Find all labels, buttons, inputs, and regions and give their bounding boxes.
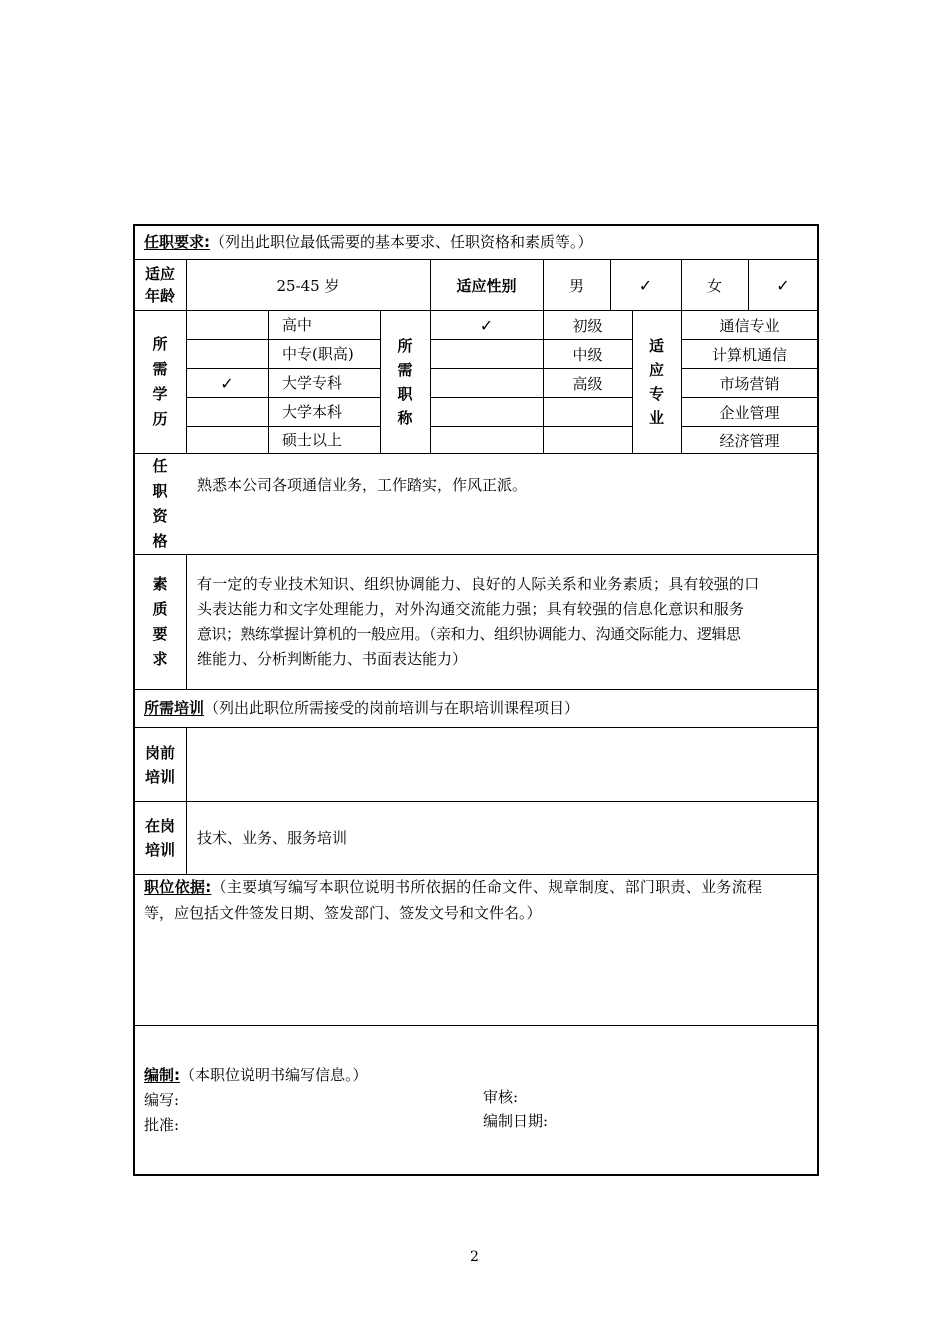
requirements-header xyxy=(144,235,593,250)
education-check xyxy=(186,398,268,426)
major-option: 市场营销 xyxy=(719,374,780,393)
title-level: 初级 xyxy=(572,316,603,335)
quality-line: 有一定的专业技术知识、组织协调能力、良好的人际关系和业务素质；具有较强的口 xyxy=(197,575,760,593)
title-level: 中级 xyxy=(572,345,603,364)
row-divider xyxy=(134,689,818,690)
col-divider xyxy=(186,554,187,690)
sub-row-divider xyxy=(430,397,632,398)
date-label: 编制日期: xyxy=(483,1112,549,1130)
education-option: 中专(职高) xyxy=(282,345,354,363)
basis-line-1: 职位依据:（主要填写编写本职位说明书所依据的任命文件、规章制度、部门职责、业务流程 xyxy=(144,878,763,896)
major-label: 适 应 专 业 xyxy=(648,337,664,427)
title-check: ✓ xyxy=(479,315,494,335)
compile-title: 编制: xyxy=(144,1066,180,1084)
education-option: 硕士以上 xyxy=(282,431,343,449)
training-title: 所需培训 xyxy=(144,699,205,717)
onjob-training-label: 在岗 培训 xyxy=(144,817,175,859)
quality-line: 头表达能力和文字处理能力，对外沟通交流能力强；具有较强的信息化意识和服务 xyxy=(197,600,745,618)
row-divider xyxy=(134,727,818,728)
gender-male: 男 xyxy=(568,276,584,295)
major-option: 计算机通信 xyxy=(711,345,787,364)
compile-header xyxy=(144,1068,368,1083)
major-option: 企业管理 xyxy=(719,403,780,422)
row-divider xyxy=(134,554,818,555)
quality-line: 维能力、分析判断能力、书面表达能力） xyxy=(197,650,468,668)
education-label: 所 需 学 历 xyxy=(152,335,168,428)
pre-training-label: 岗前 培训 xyxy=(144,743,175,786)
sub-row-divider xyxy=(430,426,632,427)
col-divider xyxy=(268,310,269,454)
col-divider xyxy=(186,727,187,875)
quality-label: 素 质 要 求 xyxy=(152,575,168,668)
gender-female-check: ✓ xyxy=(776,275,790,295)
education-check xyxy=(186,340,268,368)
row-divider xyxy=(134,801,818,802)
basis-line-2: 等，应包括文件签发日期、签发部门、签发文号和文件名。） xyxy=(144,904,542,922)
gender-male-check: ✓ xyxy=(638,275,653,295)
gender-label: 适应性别 xyxy=(456,276,517,295)
basis-title: 职位依据: xyxy=(144,878,212,896)
training-note: （列出此职位所需接受的岗前培训与在职培训课程项目） xyxy=(204,699,580,717)
row-divider xyxy=(134,1025,818,1026)
major-option: 经济管理 xyxy=(719,432,780,450)
quality-line: 意识；熟练掌握计算机的一般应用。（亲和力、组织协调能力、沟通交际能力、逻辑思 xyxy=(197,625,741,643)
onjob-training-value: 技术、业务、服务培训 xyxy=(197,829,348,847)
reviewer-label: 审核: xyxy=(483,1088,519,1106)
education-option: 大学本科 xyxy=(282,403,343,421)
age-label: 适应 年龄 xyxy=(144,265,175,305)
row-divider xyxy=(134,874,818,875)
requirements-note: （列出此职位最低需要的基本要求、任职资格和素质等。） xyxy=(210,233,593,251)
approver-label: 批准: xyxy=(144,1116,180,1134)
page-number: 2 xyxy=(470,1249,479,1265)
compile-note: （本职位说明书编写信息。） xyxy=(180,1066,368,1084)
major-option: 通信专业 xyxy=(719,316,780,335)
education-check xyxy=(186,311,268,339)
age-value: 25-45 岁 xyxy=(276,276,340,295)
education-check: ✓ xyxy=(220,373,234,393)
requirements-title: 任职要求: xyxy=(144,233,210,251)
education-option: 高中 xyxy=(282,316,313,334)
qualification-label: 任 职 资 格 xyxy=(152,457,168,550)
title-level: 高级 xyxy=(572,374,603,393)
training-header xyxy=(144,701,579,716)
writer-label: 编写: xyxy=(144,1091,180,1109)
education-check xyxy=(186,427,268,454)
title-label: 所 需 职 称 xyxy=(397,337,413,427)
gender-female: 女 xyxy=(706,276,722,295)
qualification-text: 熟悉本公司各项通信业务，工作踏实，作风正派。 xyxy=(197,476,528,494)
education-option: 大学专科 xyxy=(282,374,343,392)
